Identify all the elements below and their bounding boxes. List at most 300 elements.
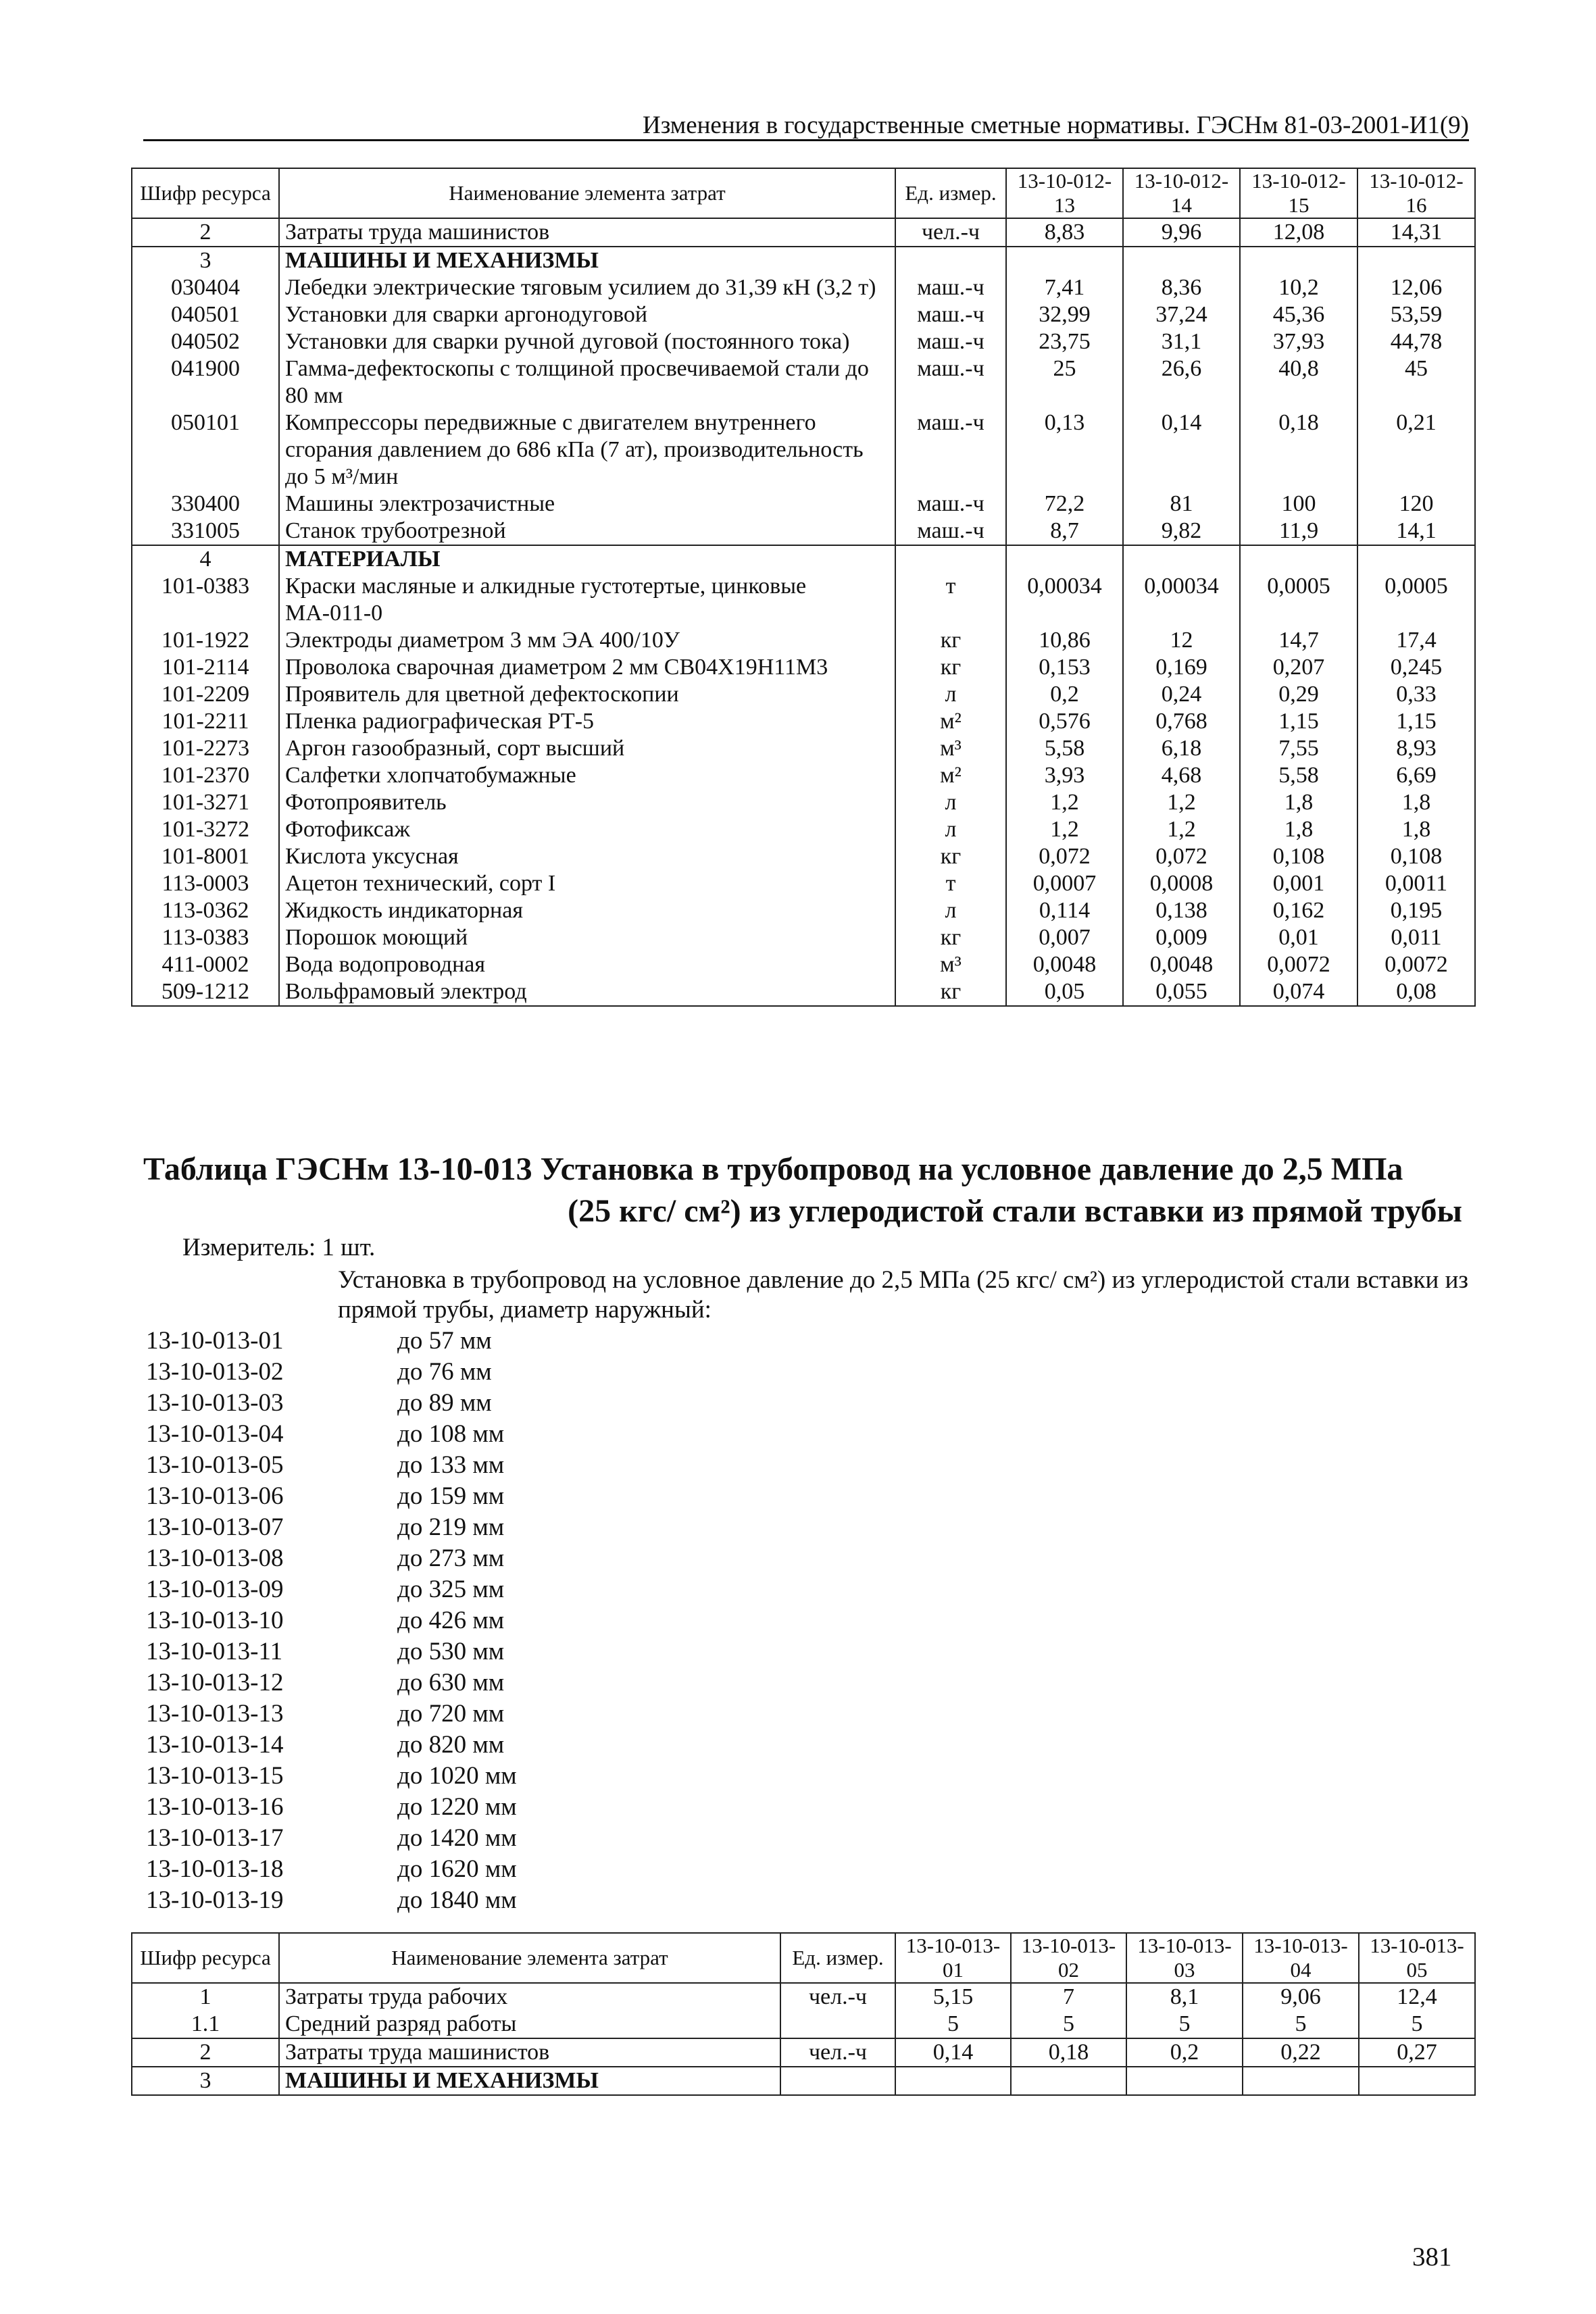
resource-name: Машины электрозачистные <box>279 491 895 518</box>
resource-unit: л <box>895 681 1006 708</box>
norm-item <box>146 1854 517 1885</box>
resource-value <box>1357 545 1475 573</box>
norm-diameter: до 820 мм <box>397 1731 505 1759</box>
header-col: 13-10-013-05 <box>1359 1933 1475 1983</box>
resource-value: 0,0011 <box>1357 870 1475 897</box>
norm-code: 13-10-013-13 <box>146 1700 284 1728</box>
resource-value: 12 <box>1123 627 1240 654</box>
resource-value: 7 <box>1011 1983 1126 2011</box>
resource-unit: кг <box>895 924 1006 951</box>
resource-value: 5 <box>1011 2011 1126 2038</box>
resource-name: Пленка радиографическая РТ-5 <box>279 708 895 735</box>
norm-diameter: до 273 мм <box>397 1544 505 1572</box>
resource-value: 40,8 <box>1240 355 1357 409</box>
resource-value: 72,2 <box>1006 491 1123 518</box>
table-row <box>132 2011 1475 2038</box>
resource-value: 0,011 <box>1357 924 1475 951</box>
resource-value: 5 <box>1359 2011 1475 2038</box>
resource-value: 1,8 <box>1240 816 1357 843</box>
resource-code: 113-0362 <box>132 897 279 924</box>
resource-value: 5,15 <box>895 1983 1011 2011</box>
resource-name: Станок трубоотрезной <box>279 518 895 545</box>
resource-name: Порошок моющий <box>279 924 895 951</box>
resource-value: 12,08 <box>1240 218 1357 247</box>
resource-value: 10,86 <box>1006 627 1123 654</box>
table-row <box>132 328 1475 355</box>
header-code: Шифр ресурса <box>132 168 279 218</box>
norm-code: 13-10-013-02 <box>146 1358 284 1386</box>
resource-value: 0,055 <box>1123 978 1240 1006</box>
resource-value: 0,009 <box>1123 924 1240 951</box>
norm-diameter: до 1420 мм <box>397 1824 517 1852</box>
resource-code: 030404 <box>132 274 279 301</box>
resource-value: 1,2 <box>1123 816 1240 843</box>
resource-value: 0,01 <box>1240 924 1357 951</box>
table-row <box>132 491 1475 518</box>
table-header-row <box>132 168 1475 218</box>
norm-code: 13-10-013-06 <box>146 1482 284 1510</box>
norm-diameter: до 530 мм <box>397 1638 505 1665</box>
resource-unit: маш.-ч <box>895 301 1006 328</box>
resource-code: 041900 <box>132 355 279 409</box>
section-title-line1: Таблица ГЭСНм 13-10-013 Установка в трубопровод на условное давление до 2,5 МПа <box>143 1151 1403 1187</box>
norm-diameter: до 1020 мм <box>397 1762 517 1790</box>
resource-value: 1,2 <box>1123 789 1240 816</box>
resource-value: 37,24 <box>1123 301 1240 328</box>
resource-unit: кг <box>895 654 1006 681</box>
resource-name: Краски масляные и алкидные густотертые, цинковые МА-011-0 <box>279 573 895 627</box>
header-text: Изменения в государственные сметные нормативы. ГЭСНм 81-03-2001-И1(9) <box>642 111 1469 139</box>
resource-code: 113-0383 <box>132 924 279 951</box>
resource-code: 040502 <box>132 328 279 355</box>
resource-value: 5 <box>1126 2011 1243 2038</box>
header-name: Наименование элемента затрат <box>279 168 895 218</box>
resource-value: 8,93 <box>1357 735 1475 762</box>
resource-value: 44,78 <box>1357 328 1475 355</box>
resource-value: 31,1 <box>1123 328 1240 355</box>
norm-item <box>146 1481 517 1512</box>
table-row <box>132 681 1475 708</box>
resource-value: 9,06 <box>1243 1983 1359 2011</box>
norm-diameter: до 1840 мм <box>397 1886 517 1914</box>
resource-code: 050101 <box>132 409 279 491</box>
resource-name: Фотопроявитель <box>279 789 895 816</box>
resource-value: 4,68 <box>1123 762 1240 789</box>
resource-value: 0,13 <box>1006 409 1123 491</box>
norm-item <box>146 1761 517 1792</box>
resource-code: 101-1922 <box>132 627 279 654</box>
resource-value: 0,2 <box>1006 681 1123 708</box>
resource-value: 0,153 <box>1006 654 1123 681</box>
norm-code: 13-10-013-19 <box>146 1886 284 1914</box>
resource-value: 6,69 <box>1357 762 1475 789</box>
resource-value: 0,072 <box>1123 843 1240 870</box>
norm-code: 13-10-013-03 <box>146 1389 284 1417</box>
norm-code: 13-10-013-04 <box>146 1420 284 1448</box>
table-row <box>132 735 1475 762</box>
resource-value: 0,0048 <box>1123 951 1240 978</box>
header-col: 13-10-013-01 <box>895 1933 1011 1983</box>
resource-value: 0,0007 <box>1006 870 1123 897</box>
table-row <box>132 218 1475 247</box>
resource-unit: кг <box>895 843 1006 870</box>
resource-code: 101-3272 <box>132 816 279 843</box>
resource-value: 0,14 <box>895 2038 1011 2067</box>
resource-value: 0,0005 <box>1357 573 1475 627</box>
table-row <box>132 355 1475 409</box>
resource-value: 0,22 <box>1243 2038 1359 2067</box>
resource-value: 0,08 <box>1357 978 1475 1006</box>
norm-item <box>146 1388 517 1419</box>
resource-value <box>1011 2067 1126 2095</box>
resource-code: 101-2209 <box>132 681 279 708</box>
resource-value: 32,99 <box>1006 301 1123 328</box>
resource-value: 0,162 <box>1240 897 1357 924</box>
resource-unit: т <box>895 573 1006 627</box>
resource-value: 14,31 <box>1357 218 1475 247</box>
resource-value: 45 <box>1357 355 1475 409</box>
resource-value: 14,1 <box>1357 518 1475 545</box>
resource-value: 0,05 <box>1006 978 1123 1006</box>
resource-value: 25 <box>1006 355 1123 409</box>
resource-value <box>1126 2067 1243 2095</box>
header-col: 13-10-013-02 <box>1011 1933 1126 1983</box>
norm-diameter: до 57 мм <box>397 1327 492 1355</box>
table-row <box>132 762 1475 789</box>
table-row <box>132 843 1475 870</box>
resource-value: 11,9 <box>1240 518 1357 545</box>
table-row <box>132 301 1475 328</box>
header-unit: Ед. измер. <box>780 1933 895 1983</box>
resource-value <box>1240 545 1357 573</box>
resource-name: Вольфрамовый электрод <box>279 978 895 1006</box>
resource-unit: чел.-ч <box>780 2038 895 2067</box>
resource-unit: л <box>895 897 1006 924</box>
resource-value: 0,18 <box>1240 409 1357 491</box>
resource-name: Ацетон технический, сорт I <box>279 870 895 897</box>
resource-value: 0,576 <box>1006 708 1123 735</box>
table-row <box>132 627 1475 654</box>
resource-code: 330400 <box>132 491 279 518</box>
resource-name: Проявитель для цветной дефектоскопии <box>279 681 895 708</box>
resource-value: 0,0005 <box>1240 573 1357 627</box>
resource-unit: маш.-ч <box>895 409 1006 491</box>
resource-value: 0,00034 <box>1123 573 1240 627</box>
norm-diameter: до 89 мм <box>397 1389 492 1417</box>
resource-value <box>895 2067 1011 2095</box>
resource-name: Лебедки электрические тяговым усилием до 31,39 кН (3,2 т) <box>279 274 895 301</box>
resource-name: МАШИНЫ И МЕХАНИЗМЫ <box>279 2067 780 2095</box>
norm-diameter: до 426 мм <box>397 1607 505 1634</box>
resource-code: 411-0002 <box>132 951 279 978</box>
resource-value: 0,108 <box>1357 843 1475 870</box>
resource-name: Затраты труда машинистов <box>279 218 895 247</box>
resource-code: 509-1212 <box>132 978 279 1006</box>
resource-name: Затраты труда рабочих <box>279 1983 780 2011</box>
resource-value: 0,29 <box>1240 681 1357 708</box>
resource-name: Салфетки хлопчатобумажные <box>279 762 895 789</box>
resource-value: 12,06 <box>1357 274 1475 301</box>
norm-code: 13-10-013-10 <box>146 1607 284 1634</box>
table-row <box>132 409 1475 491</box>
resource-unit: маш.-ч <box>895 491 1006 518</box>
resource-value: 0,245 <box>1357 654 1475 681</box>
header-col: 13-10-012-16 <box>1357 168 1475 218</box>
resource-unit: л <box>895 816 1006 843</box>
resource-value: 0,21 <box>1357 409 1475 491</box>
table-row <box>132 2038 1475 2067</box>
resource-unit: м³ <box>895 951 1006 978</box>
resource-value <box>1243 2067 1359 2095</box>
resource-value <box>1357 247 1475 274</box>
resource-value: 0,18 <box>1011 2038 1126 2067</box>
norm-item <box>146 1605 517 1636</box>
resource-value: 8,83 <box>1006 218 1123 247</box>
resource-name: МАШИНЫ И МЕХАНИЗМЫ <box>279 247 895 274</box>
resource-value <box>1006 545 1123 573</box>
resource-value: 10,2 <box>1240 274 1357 301</box>
table-row <box>132 545 1475 573</box>
resource-code: 101-0383 <box>132 573 279 627</box>
table-row <box>132 816 1475 843</box>
norm-diameter: до 1220 мм <box>397 1793 517 1821</box>
resource-unit: маш.-ч <box>895 328 1006 355</box>
norm-code: 13-10-013-12 <box>146 1669 284 1696</box>
resource-value: 7,55 <box>1240 735 1357 762</box>
resource-name: Установки для сварки ручной дуговой (постоянного тока) <box>279 328 895 355</box>
section-title <box>143 1149 1462 1232</box>
resource-value: 0,768 <box>1123 708 1240 735</box>
table-row <box>132 654 1475 681</box>
resource-value <box>1359 2067 1475 2095</box>
norm-code: 13-10-013-17 <box>146 1824 284 1852</box>
resource-code: 101-2211 <box>132 708 279 735</box>
resource-unit: маш.-ч <box>895 518 1006 545</box>
header-name: Наименование элемента затрат <box>279 1933 780 1983</box>
header-unit: Ед. измер. <box>895 168 1006 218</box>
norm-code: 13-10-013-07 <box>146 1513 284 1541</box>
resource-value: 5 <box>1243 2011 1359 2038</box>
resource-code: 040501 <box>132 301 279 328</box>
resource-value: 0,207 <box>1240 654 1357 681</box>
resource-value: 0,108 <box>1240 843 1357 870</box>
table-row <box>132 1983 1475 2011</box>
resource-value: 0,2 <box>1126 2038 1243 2067</box>
norm-code: 13-10-013-11 <box>146 1638 283 1665</box>
norm-item <box>146 1730 517 1761</box>
resource-code: 113-0003 <box>132 870 279 897</box>
norm-diameter: до 76 мм <box>397 1358 492 1386</box>
resource-table-012 <box>131 168 1476 1007</box>
resource-value: 9,82 <box>1123 518 1240 545</box>
resource-value: 26,6 <box>1123 355 1240 409</box>
resource-value: 0,072 <box>1006 843 1123 870</box>
table-row <box>132 247 1475 274</box>
resource-value: 0,138 <box>1123 897 1240 924</box>
resource-value: 5,58 <box>1006 735 1123 762</box>
table-row <box>132 870 1475 897</box>
resource-code: 101-8001 <box>132 843 279 870</box>
norm-diameter: до 630 мм <box>397 1669 505 1696</box>
header-col: 13-10-012-14 <box>1123 168 1240 218</box>
resource-unit: чел.-ч <box>780 1983 895 2011</box>
resource-code: 4 <box>132 545 279 573</box>
norm-item <box>146 1512 517 1543</box>
resource-value: 0,00034 <box>1006 573 1123 627</box>
resource-value <box>1006 247 1123 274</box>
resource-unit: л <box>895 789 1006 816</box>
resource-value: 23,75 <box>1006 328 1123 355</box>
resource-code: 101-2114 <box>132 654 279 681</box>
resource-code: 101-2370 <box>132 762 279 789</box>
norm-list <box>146 1326 517 1916</box>
table-row <box>132 897 1475 924</box>
resource-code: 1.1 <box>132 2011 279 2038</box>
resource-value: 17,4 <box>1357 627 1475 654</box>
resource-unit: м² <box>895 762 1006 789</box>
resource-name: Гамма-дефектоскопы с толщиной просвечиваемой стали до 80 мм <box>279 355 895 409</box>
resource-unit <box>895 247 1006 274</box>
table-header-row <box>132 1933 1475 1983</box>
resource-value: 0,0048 <box>1006 951 1123 978</box>
norm-code: 13-10-013-01 <box>146 1327 284 1355</box>
resource-unit: т <box>895 870 1006 897</box>
resource-unit: чел.-ч <box>895 218 1006 247</box>
resource-value: 1,8 <box>1357 816 1475 843</box>
resource-value: 5,58 <box>1240 762 1357 789</box>
table-row <box>132 2067 1475 2095</box>
resource-value: 37,93 <box>1240 328 1357 355</box>
table-row <box>132 951 1475 978</box>
resource-value: 7,41 <box>1006 274 1123 301</box>
resource-name: Компрессоры передвижные с двигателем внутреннего сгорания давлением до 686 кПа (7 ат), производительность до 5 м³/мин <box>279 409 895 491</box>
norm-diameter: до 159 мм <box>397 1482 505 1510</box>
norm-item <box>146 1419 517 1450</box>
resource-unit <box>895 545 1006 573</box>
header-col: 13-10-013-04 <box>1243 1933 1359 1983</box>
resource-value: 9,96 <box>1123 218 1240 247</box>
header-col: 13-10-012-13 <box>1006 168 1123 218</box>
resource-unit: маш.-ч <box>895 355 1006 409</box>
resource-value: 0,195 <box>1357 897 1475 924</box>
norm-diameter: до 219 мм <box>397 1513 505 1541</box>
resource-value: 53,59 <box>1357 301 1475 328</box>
running-header <box>143 112 1469 141</box>
norm-code: 13-10-013-08 <box>146 1544 284 1572</box>
norm-diameter: до 325 мм <box>397 1576 505 1603</box>
resource-value: 0,001 <box>1240 870 1357 897</box>
resource-value <box>1123 545 1240 573</box>
resource-value: 0,074 <box>1240 978 1357 1006</box>
resource-value: 14,7 <box>1240 627 1357 654</box>
norm-code: 13-10-013-05 <box>146 1451 284 1479</box>
resource-unit: кг <box>895 978 1006 1006</box>
norm-code: 13-10-013-09 <box>146 1576 284 1603</box>
resource-value: 1,2 <box>1006 816 1123 843</box>
resource-code: 2 <box>132 2038 279 2067</box>
norm-item <box>146 1885 517 1916</box>
table-row <box>132 708 1475 735</box>
resource-value: 1,8 <box>1357 789 1475 816</box>
header-col: 13-10-012-15 <box>1240 168 1357 218</box>
resource-value: 8,36 <box>1123 274 1240 301</box>
norm-code: 13-10-013-15 <box>146 1762 284 1790</box>
resource-value: 12,4 <box>1359 1983 1475 2011</box>
resource-value: 8,7 <box>1006 518 1123 545</box>
norm-code: 13-10-013-16 <box>146 1793 284 1821</box>
resource-unit: м³ <box>895 735 1006 762</box>
page-number: 381 <box>1412 2242 1452 2271</box>
resource-value <box>1123 247 1240 274</box>
resource-unit <box>780 2067 895 2095</box>
resource-code: 101-3271 <box>132 789 279 816</box>
resource-value: 8,1 <box>1126 1983 1243 2011</box>
table-row <box>132 789 1475 816</box>
resource-value: 100 <box>1240 491 1357 518</box>
resource-value: 1,15 <box>1357 708 1475 735</box>
norm-diameter: до 108 мм <box>397 1420 505 1448</box>
resource-value: 0,0072 <box>1240 951 1357 978</box>
resource-value: 3,93 <box>1006 762 1123 789</box>
section-title-line2: (25 кгс/ см²) из углеродистой стали вставки из прямой трубы <box>568 1193 1462 1229</box>
norm-item <box>146 1636 517 1667</box>
resource-value: 45,36 <box>1240 301 1357 328</box>
table-row <box>132 924 1475 951</box>
resource-code: 3 <box>132 247 279 274</box>
table-row <box>132 978 1475 1006</box>
resource-name: Средний разряд работы <box>279 2011 780 2038</box>
resource-value: 0,33 <box>1357 681 1475 708</box>
norm-item <box>146 1792 517 1823</box>
norm-item <box>146 1823 517 1854</box>
norm-diameter: до 133 мм <box>397 1451 505 1479</box>
norm-item <box>146 1699 517 1730</box>
resource-value: 0,114 <box>1006 897 1123 924</box>
resource-name: Аргон газообразный, сорт высший <box>279 735 895 762</box>
resource-code: 331005 <box>132 518 279 545</box>
norm-item <box>146 1326 517 1357</box>
resource-name: Затраты труда машинистов <box>279 2038 780 2067</box>
resource-value <box>1240 247 1357 274</box>
norm-item <box>146 1667 517 1699</box>
resource-value: 0,27 <box>1359 2038 1475 2067</box>
resource-value: 0,24 <box>1123 681 1240 708</box>
resource-name: МАТЕРИАЛЫ <box>279 545 895 573</box>
resource-name: Проволока сварочная диаметром 2 мм СВ04Х19Н11М3 <box>279 654 895 681</box>
resource-code: 1 <box>132 1983 279 2011</box>
resource-name: Установки для сварки аргонодуговой <box>279 301 895 328</box>
resource-name: Фотофиксаж <box>279 816 895 843</box>
norm-description: Установка в трубопровод на условное давление до 2,5 МПа (25 кгс/ см²) из углеродистой стали вставки из прямой трубы, диаметр наружный: <box>338 1266 1468 1324</box>
table-row <box>132 274 1475 301</box>
resource-unit: маш.-ч <box>895 274 1006 301</box>
resource-code: 3 <box>132 2067 279 2095</box>
table-row <box>132 573 1475 627</box>
resource-unit: м² <box>895 708 1006 735</box>
resource-name: Электроды диаметром 3 мм ЭА 400/10У <box>279 627 895 654</box>
norm-item <box>146 1574 517 1605</box>
norm-code: 13-10-013-18 <box>146 1855 284 1883</box>
resource-value: 0,0072 <box>1357 951 1475 978</box>
resource-value: 0,007 <box>1006 924 1123 951</box>
norm-diameter: до 720 мм <box>397 1700 505 1728</box>
norm-diameter: до 1620 мм <box>397 1855 517 1883</box>
norm-item <box>146 1357 517 1388</box>
resource-unit: кг <box>895 627 1006 654</box>
resource-name: Жидкость индикаторная <box>279 897 895 924</box>
measure-unit: Измеритель: 1 шт. <box>182 1234 376 1261</box>
resource-code: 101-2273 <box>132 735 279 762</box>
